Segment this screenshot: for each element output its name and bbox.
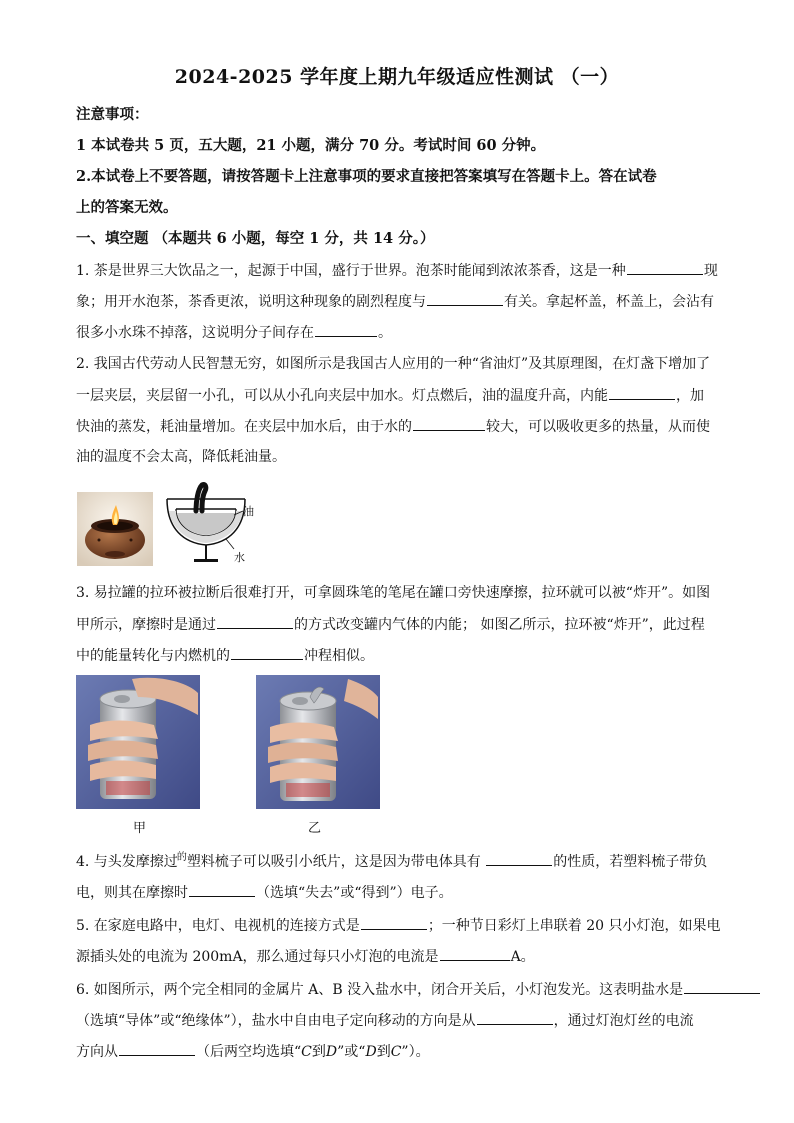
question-2-line-4: 油的温度不会太高，降低耗油量。 [76, 449, 286, 465]
answer-blank [315, 322, 377, 337]
answer-blank [609, 385, 675, 400]
answer-blank [413, 416, 485, 431]
answer-blank [189, 882, 255, 897]
answer-blank [427, 291, 503, 306]
question-4-line-1: 4. 与头发摩擦过$^的$塑料梳子可以吸引小纸片，这是因为带电体具有 的性质，若塑料梳子带负 [76, 852, 708, 870]
question-5-line-2: 源插头处的电流为 200mA，那么通过每只小灯泡的电流是 A。 [76, 946, 718, 967]
caption-yi: 乙 [308, 821, 322, 836]
section-heading: 一、填空题 （本题共 6 小题，每空 1 分，共 14 分。） [76, 230, 435, 247]
question-1-line-3: 很多小水珠不掉落，这说明分子间存在 。 [76, 322, 718, 343]
notice-item-2: 2.本试卷上不要答题，请按答题卡上注意事项的要求直接把答案填写在答题卡上。答在试卷 [76, 168, 657, 185]
label-water: 水 [234, 551, 245, 564]
answer-blank [477, 1010, 553, 1025]
question-5-line-1: 5. 在家庭电路中，电灯、电视机的连接方式是 ；一种节日彩灯上串联着 20 只小灯泡，如果电 [76, 915, 718, 936]
question-3-line-2: 甲所示，摩擦时是通过 的方式改变罐内气体的内能； 如图乙所示，拉环被“炸开”，此过程 [76, 614, 718, 635]
caption-jia: 甲 [133, 821, 147, 836]
question-6-line-2: （选填“导体”或“绝缘体”），盐水中自由电子定向移动的方向是从 ，通过灯泡灯丝的电流 [76, 1010, 718, 1031]
answer-blank [217, 614, 293, 629]
answer-blank [627, 260, 703, 275]
notice-item-2-cont: 上的答案无效。 [76, 199, 178, 216]
page-title: 2024-2025 学年度上期九年级适应性测试 （一） [174, 66, 620, 88]
notice-item-1: 1 本试卷共 5 页，五大题，21 小题，满分 70 分。考试时间 60 分钟。 [76, 137, 546, 154]
answer-blank [361, 915, 427, 930]
label-oil: 油 [243, 505, 254, 518]
question-6-line-3: 方向从 （后两空均选填“C到D”或“D到C”）。 [76, 1041, 718, 1062]
can-photo-yi [256, 675, 380, 809]
can-photo-jia [76, 675, 200, 809]
answer-blank [684, 979, 760, 994]
question-2-line-3: 快油的蒸发，耗油量增加。在夹层中加水后，由于水的 较大，可以吸收更多的热量，从而使 [76, 416, 718, 437]
question-2-line-1: 2. 我国古代劳动人民智慧无穷，如图所示是我国古人应用的一种“省油灯”及其原理图，在灯盏下增加了 [76, 356, 711, 372]
oil-lamp-photo [77, 492, 153, 566]
answer-blank [231, 645, 303, 660]
question-3-line-3: 中的能量转化与内燃机的 冲程相似。 [76, 645, 718, 666]
answer-blank [440, 946, 510, 961]
notice-heading: 注意事项： [76, 106, 149, 123]
question-4-line-2: 电，则其在摩擦时 （选填“失去”或“得到”）电子。 [76, 882, 718, 903]
answer-blank [119, 1041, 195, 1056]
answer-blank [486, 851, 552, 866]
question-6-line-1: 6. 如图所示，两个完全相同的金属片 A、B 没入盐水中，闭合开关后，小灯泡发光。这表明盐水是 [76, 979, 718, 1000]
question-1-line-2: 象；用开水泡茶，茶香更浓，说明这种现象的剧烈程度与 有关。拿起杯盖，杯盖上，会沾有 [76, 291, 718, 312]
question-3-line-1: 3. 易拉罐的拉环被拉断后很难打开，可拿圆珠笔的笔尾在罐口旁快速摩擦，拉环就可以被“炸开”。如图 [76, 585, 711, 601]
question-2-line-2: 一层夹层，夹层留一小孔，可以从小孔向夹层中加水。灯点燃后，油的温度升高，内能 ，加 [76, 385, 718, 406]
question-1-line-1: 1. 茶是世界三大饮品之一，起源于中国，盛行于世界。泡茶时能闻到浓浓茶香，这是一种 现 [76, 260, 718, 281]
